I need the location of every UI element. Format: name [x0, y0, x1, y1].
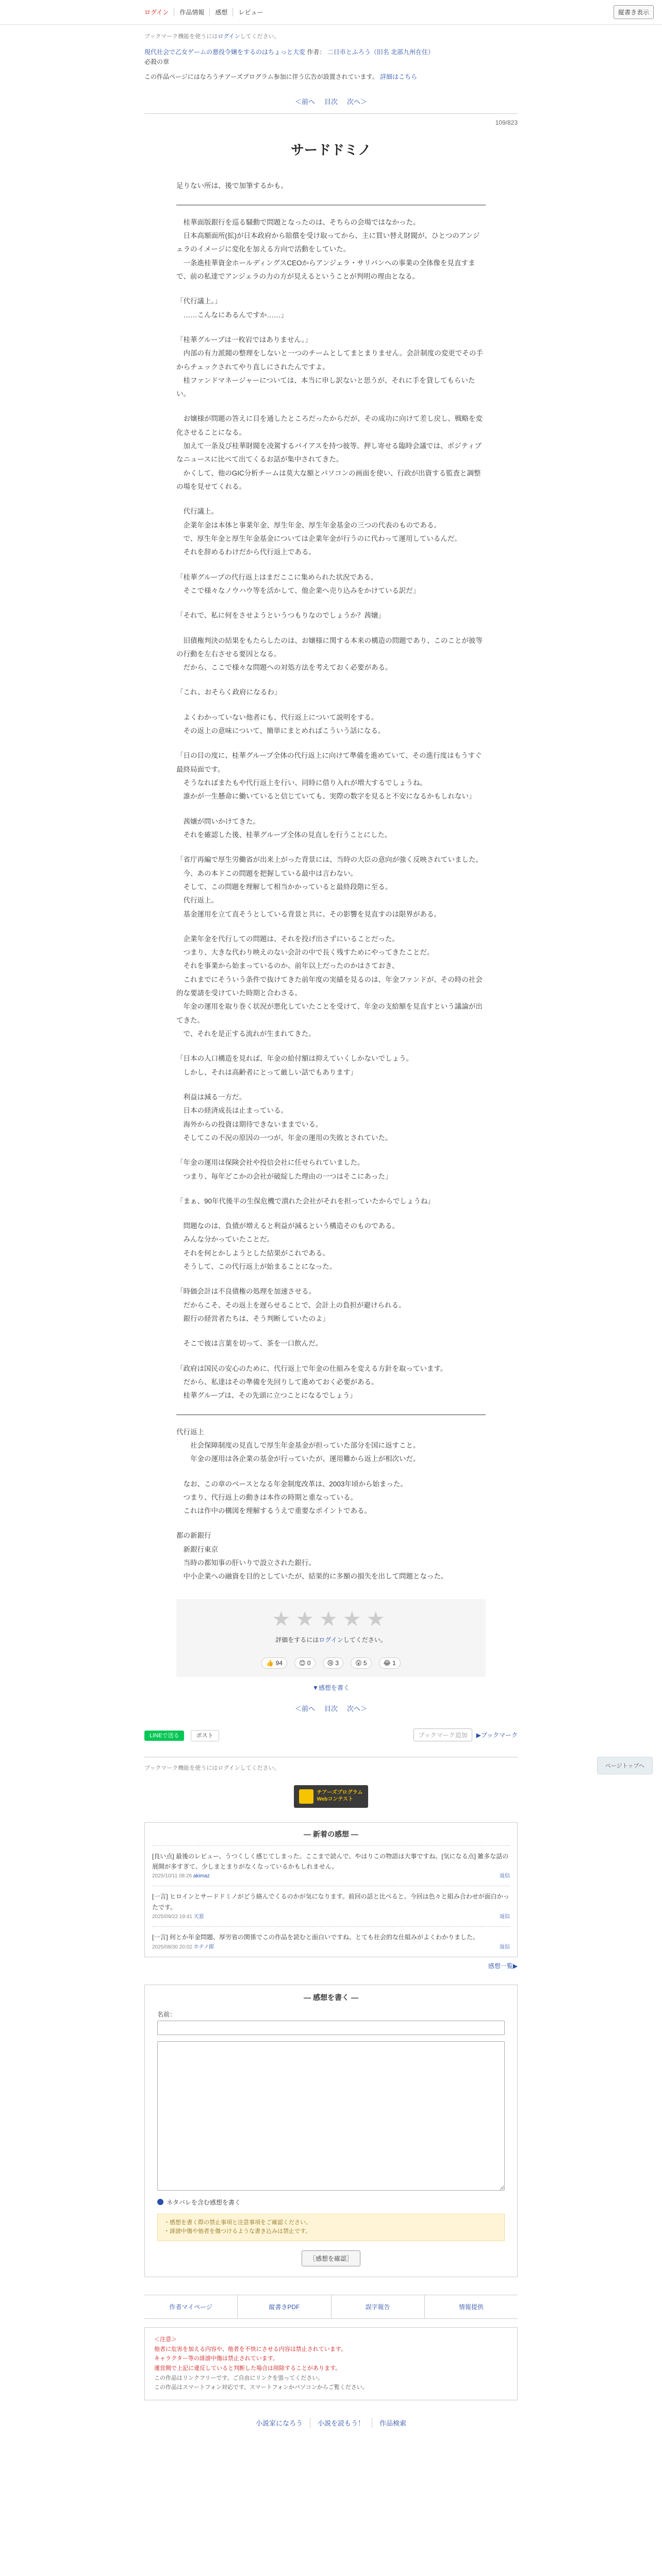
spoiler-option[interactable]: [157, 2198, 505, 2207]
nav-impressions[interactable]: 感想: [210, 8, 233, 16]
body-paragraph: で、厚生年金と厚生年金基金については企業年金が行うのに代わって運用しているんだ。: [176, 534, 461, 543]
novel-body: [176, 179, 486, 1583]
body-paragraph: だから、私達はその準備を先回りして進めておく必要がある。: [176, 1378, 378, 1386]
review-text: [一言] 何とか年金問題、厚労省の関係でこの作品を読むと面白いですね。とても社会的な仕組みがよくわかりました。: [152, 1934, 479, 1941]
blank-line: [176, 598, 486, 609]
chapter-title: サードドミノ: [290, 143, 371, 158]
body-paragraph: 桂華グループは、その先頭に立つことになるでしょう」: [176, 1392, 357, 1400]
body-paragraph: 「桂華グループの代行返上はまだここに集められた状況である。: [176, 573, 378, 581]
body-paragraph: 誰かが一生懸命に働いていると信じていても、実際の数字を見ると不安になるかもしれない」: [176, 792, 476, 801]
vertical-view-button[interactable]: 縦書き表示: [614, 5, 654, 19]
bookmark-login-notice: [144, 32, 518, 40]
blank-line: [176, 560, 486, 571]
review-date: 2025/10/11 08:26: [152, 1873, 192, 1879]
review-text: [一言] ヒロインとサードドミノがどう絡んでくるのかが気になります。前回の話と比べると、今回は色々と組み合わせが面白かったです。: [152, 1893, 509, 1911]
bookmark-add-link[interactable]: ▶ブックマーク: [476, 1731, 518, 1739]
contest-text: この作品ページにはなろうチアーズプログラム参加に伴う広告が設置されています。: [144, 73, 378, 81]
body-paragraph: 都の新銀行: [176, 1532, 211, 1540]
review-item: [152, 1886, 510, 1926]
review-meta: [152, 1872, 510, 1880]
next-link[interactable]: 次へ＞: [347, 98, 368, 106]
info-provide-link[interactable]: 情報提供: [458, 2303, 484, 2311]
body-paragraph: 企業年金は本体と事業年金、厚生年金、厚生年金基金の三つの代表のものである。: [176, 521, 441, 529]
body-paragraph: つまり、大きな代わり映えのない会計の中で長く残すためにやってきたことだ。: [176, 948, 434, 957]
body-paragraph: そしてこの不況の原因の一つが、年金の運用の失敗とされていた。: [176, 1133, 392, 1142]
blank-line: [176, 921, 486, 933]
body-paragraph: 茜嬢が問いかけてきた。: [176, 817, 260, 825]
banner-line1: チアーズプログラム: [317, 1790, 363, 1796]
body-paragraph: で、それを是正する流れが生まれてきた。: [176, 1030, 316, 1038]
reviews-heading: — 新着の感想 —: [304, 1829, 358, 1838]
body-paragraph: だから、ここで様々な問題への対処方法を考えておく必要がある。: [176, 664, 392, 672]
footer-yomou-link[interactable]: 小説を読もう！: [310, 2418, 372, 2428]
body-paragraph: そこで彼は言葉を切って、茶を一口飲んだ。: [176, 1340, 323, 1348]
body-paragraph: 海外からの投資は期待できないままでいる。: [176, 1120, 323, 1128]
blank-line: [176, 623, 486, 634]
body-paragraph: 社会保障制度の見直しで厚生年金基金が担っていた部分を国に返すこと。: [176, 1441, 420, 1449]
nav-login[interactable]: ログイン: [144, 8, 174, 16]
warn-line: ・誹謗中傷や他者を傷つけるような書き込みは禁止です。: [164, 2228, 311, 2235]
caution-line: キャラクター等の誹謗中傷は禁止されています。: [154, 2355, 278, 2362]
eval-note: [187, 1635, 475, 1644]
name-input[interactable]: [157, 2021, 505, 2035]
impression-textarea[interactable]: [157, 2041, 505, 2191]
footer-narou-link[interactable]: 小説家になろう: [249, 2418, 310, 2428]
body-paragraph: 加えて一条及び桂華財閥を凌駕するバイアスを持つ彼等、押し寄せる臨時会議では、ポジティブなニュースに比べて出てくるお話が集中されてきた。: [176, 442, 482, 464]
next-link-bottom[interactable]: 次へ＞: [347, 1704, 368, 1713]
body-paragraph: 一条進桂華資金ホールディングスCEOからアンジェラ・サリバンへの事業の全体像を見直すまで、前の私達でアンジェラの力の方が見えるということが判明の理由となる。: [176, 259, 475, 280]
caution-line: この作品はスマートフォン対応です。スマートフォンかパソコンからご覧ください。: [154, 2384, 368, 2391]
reaction-cry[interactable]: 😢 3: [323, 1657, 344, 1669]
footer-search-link[interactable]: 作品検索: [379, 2419, 407, 2427]
body-paragraph: 代行議上。: [176, 507, 218, 516]
review-date: 2025/09/22 19:41: [152, 1914, 192, 1920]
reaction-surprise[interactable]: 😮 5: [351, 1657, 372, 1669]
contest-notice: [144, 72, 518, 81]
caution-line: 他者に危害を加える内容や、他者を不快にさせる内容は禁止されています。: [154, 2346, 346, 2352]
body-paragraph: 基金運用を立て直そうとしている背景と共に、その影響を見直すのは限界がある。: [176, 910, 441, 918]
author-link[interactable]: 二日市とふろう（旧名 北部九州在住）: [327, 48, 435, 56]
body-paragraph: だからこそ、その返上を遅らせることで、会計上の負担が避けられる。: [176, 1301, 406, 1309]
review-meta: [152, 1943, 510, 1952]
body-paragraph: 内部の有力派閥の整理をしないと一つのチームとしてまとまりません。会計制度の変更でその手からチェックされてやり直しにされたんですよ。: [176, 349, 483, 371]
prev-link-bottom[interactable]: ＜前へ: [294, 1704, 315, 1713]
write-warning: [157, 2214, 505, 2241]
pager-top: [144, 96, 518, 106]
blank-line: [176, 1351, 486, 1362]
review-meta: [152, 1912, 510, 1921]
body-paragraph: 「まぁ、90年代後半の生保危機で潰れた会社がそれを担っていたからでしょうね」: [176, 1197, 435, 1205]
bottom-spacer: [144, 2428, 518, 2448]
blank-line: [176, 1145, 486, 1156]
body-paragraph: お嬢様が問題の答えに目を通したところだったからだが、その成功に向けて差し戻し、戦略を変化させることになる。: [176, 415, 483, 436]
cheers-logo-icon: [299, 1789, 313, 1804]
write-impression-form: [144, 1985, 518, 2277]
review-author-link[interactable]: akimaz: [193, 1873, 210, 1879]
bookmark-notice-mid: ブックマーク機能を使うにはログインしてください。: [144, 1765, 280, 1771]
body-paragraph: 新銀行東京: [176, 1545, 218, 1553]
banner-line2: Webコンテスト: [317, 1796, 353, 1802]
cheers-banner[interactable]: [294, 1785, 368, 1808]
body-paragraph: 旧債権判決の結果をもたらしたのは、お嬢様に関する本来の構造の問題であり、このことが彼等の行動を左右させる要因となる。: [176, 636, 483, 658]
toc-link[interactable]: 目次: [324, 98, 338, 106]
blank-line: [176, 1274, 486, 1285]
body-paragraph: それを確認した後、桂華グループ全体の見直しを行うことにした。: [176, 831, 392, 839]
reaction-bar: [187, 1657, 475, 1669]
body-paragraph: 年金の運用は各企業の基金が行っていたが、運用難から返上が相次いだ。: [176, 1455, 420, 1463]
body-paragraph: そこで様々なノウハウ等を活かして、他企業へ売り込みをかけている訳だ」: [176, 586, 420, 595]
prev-link[interactable]: ＜前へ: [294, 98, 315, 106]
body-paragraph: 銀行の経営者たちは、そう判断していたのよ」: [176, 1315, 329, 1323]
caution-title: ＜注意＞: [154, 2336, 177, 2343]
page-number: 109/823: [495, 119, 518, 127]
body-paragraph: そうして、この代行返上が始まることになった。: [176, 1263, 337, 1271]
body-paragraph: 当時の都知事の肝いりで設立された銀行。: [176, 1559, 316, 1567]
eval-prefix: 評価をするには: [275, 1636, 319, 1643]
blank-line: [176, 1326, 486, 1337]
blank-line: [176, 322, 486, 333]
body-paragraph: 「それで、私に何をさせようというつもりなのでしょうか？茜嬢」: [176, 612, 385, 620]
blank-line: [176, 700, 486, 711]
vertical-pdf-link[interactable]: 縦書きPDF: [238, 2295, 331, 2318]
eval-suffix: してください。: [343, 1636, 387, 1643]
author-prefix: 作者：: [307, 48, 326, 56]
blank-line: [176, 1208, 486, 1219]
caution-box: [144, 2327, 518, 2400]
header-nav: [144, 8, 268, 16]
reaction-laugh[interactable]: 😂 1: [379, 1657, 401, 1669]
blank-line: [176, 401, 486, 412]
review-item: [152, 1845, 510, 1886]
body-paragraph: つまり、代行返上の動きは本作の時期と重なっている。: [176, 1493, 357, 1501]
body-paragraph: 足りない所は、後で加筆するかも。: [176, 182, 288, 190]
blank-line: [176, 674, 486, 686]
body-paragraph: それを事業から始まっているのか、前年以上だったのかはさておき、: [176, 962, 399, 970]
body-paragraph: 「日の目の度に、桂華グループ全体の代行返上に向けて準備を進めていて、その進行度はもうすぐ最終局面です。: [176, 752, 482, 773]
toc-link-bottom[interactable]: 目次: [324, 1704, 338, 1713]
share-bar: [144, 1728, 518, 1741]
body-paragraph: 日本高額面所(拡)が日本政府から賠償を受け取ってから、主に買い替え財閥が、ひとつのアンジェラのイメージに変化を加える方向で活動をしていた。: [176, 232, 480, 253]
bookmark-area: [413, 1728, 518, 1741]
line-share-button[interactable]: LINEで送る: [144, 1731, 184, 1741]
chapter-group: 必殺の章: [144, 58, 170, 66]
body-paragraph: 年金の運用を取り巻く状況が悪化していたことを受けて、年金の支給額を見直すという議論が出てきた。: [176, 1003, 483, 1024]
caution-line: 運営側で上記に違反していると判断した場合は削除することがあります。: [154, 2365, 341, 2371]
bookmark-disabled-button: ブックマーク追加: [413, 1728, 472, 1741]
write-impression-link[interactable]: ▼感想を書く: [312, 1684, 350, 1691]
caution-line: この作品はリンクフリーです。ご自由にリンクを張ってください。: [154, 2375, 324, 2381]
body-paragraph: 「省庁再編で厚生労働省が出来上がった背景には、当時の大臣の意向が強く反映されていました。: [176, 856, 483, 864]
body-paragraph: つまり、毎年どこかの会社が破綻した理由の一つはそこにあった」: [176, 1172, 392, 1180]
confirm-impression-button[interactable]: ［感想を確認］: [302, 2250, 360, 2266]
review-date: 2025/08/30 20:02: [152, 1944, 192, 1950]
review-item: [152, 1926, 510, 1956]
typo-report-link[interactable]: 誤字報告: [332, 2295, 425, 2318]
body-paragraph: それを辞めるわけだから代行返上である。: [176, 548, 316, 556]
body-paragraph: その返上の意味について、簡単にまとめればこういう話になる。: [176, 727, 385, 735]
body-paragraph: 「時価会計は不良債権の処理を加速させる。: [176, 1287, 316, 1296]
contest-detail-link[interactable]: 詳細はこちら: [380, 73, 418, 81]
main-content: [144, 32, 518, 2448]
divider: [144, 113, 518, 114]
eval-login-link[interactable]: ログイン: [319, 1636, 343, 1643]
blank-line: [176, 1041, 486, 1052]
blank-line: [176, 842, 486, 853]
body-paragraph: 代行返上。: [176, 896, 218, 905]
rating-stars[interactable]: ★★★★★: [272, 1607, 390, 1631]
body-paragraph: 問題なのは、負債が増えると利益が減るという構造そのものである。: [176, 1222, 399, 1230]
review-reply-link[interactable]: 返信: [500, 1914, 510, 1920]
blank-line: [176, 283, 486, 295]
body-paragraph: 利益は減る一方だ。: [176, 1093, 246, 1101]
series-info: [144, 47, 518, 67]
write-heading: — 感想を書く —: [304, 1993, 358, 2002]
blank-line: [176, 1466, 486, 1478]
body-paragraph: 桂華面版銀行を巡る騒動で問題となったのは、そちらの会場ではなかった。: [176, 218, 420, 226]
body-paragraph: しかし、それは高齢者にとって厳しい話でもあります」: [176, 1068, 357, 1076]
body-paragraph: これまでにそういう条件で抜けてきた前年度の実績を見るのは、年金ファンドが、その時の社会的な要請を受けていた時期と合わさる。: [176, 975, 483, 997]
body-paragraph: 「年金の運用は保険会社や投信会社に任せられていました。: [176, 1159, 365, 1167]
spoiler-label: ネタバレを含む感想を書く: [167, 2198, 241, 2206]
blank-line: [176, 494, 486, 505]
notice-login-link[interactable]: ログイン: [218, 33, 240, 40]
body-paragraph: 中小企業への融資を目的としていたが、結果的に多額の損失を出して問題となった。: [176, 1572, 448, 1581]
review-author-link[interactable]: 天窓: [193, 1914, 204, 1920]
body-paragraph: そして、この問題を理解して相当かかっていると最終段階に至る。: [176, 883, 392, 891]
post-share-button[interactable]: ポスト: [191, 1730, 219, 1741]
blank-line: [176, 1079, 486, 1091]
body-paragraph: ……こんなにあるんですか……」: [176, 311, 288, 319]
blank-line: [176, 1183, 486, 1195]
body-paragraph: そうなればまたもや代行返上を行い、同時に借り入れが増大するでしょうね。: [176, 779, 427, 787]
body-paragraph: 「代行議上。」: [176, 297, 222, 306]
nav-review[interactable]: レビュー: [238, 9, 263, 16]
section-rule: [176, 1414, 486, 1415]
reaction-good[interactable]: 👍 94: [261, 1657, 287, 1669]
footer-links: [144, 2418, 518, 2428]
review-reply-link[interactable]: 返信: [500, 1944, 510, 1950]
blank-line: [176, 1518, 486, 1529]
body-paragraph: 「日本の人口構造を見れば、年金の給付額は抑えていくしかないでしょう。: [176, 1055, 413, 1063]
name-label: 名前：: [157, 2010, 176, 2018]
body-paragraph: これは作中の構図を理解するうえで重要なポイントである。: [176, 1507, 371, 1515]
body-paragraph: よくわかっていない他者にも、代行返上について説明をする。: [176, 713, 378, 721]
page-top-button[interactable]: ページトップへ: [597, 1757, 653, 1774]
body-paragraph: それを何とかしようとした結果がこれである。: [176, 1249, 329, 1257]
body-paragraph: 桂ファンドマネージャーについては、本当に申し訳ないと思うが、それに手を貸してもらいたい。: [176, 376, 475, 398]
global-header: [0, 0, 662, 25]
review-reply-link[interactable]: 返信: [500, 1873, 510, 1879]
warn-line: ・感想を書く際の禁止事項と注意事項をご確認ください。: [164, 2219, 311, 2226]
author-mypage-link[interactable]: 作者マイページ: [144, 2295, 238, 2318]
bottom-links: [144, 2295, 518, 2319]
body-paragraph: 今、あの本ドこの問題を把握している最中は言わない。: [176, 869, 357, 877]
reaction-smile[interactable]: 😊 0: [294, 1657, 316, 1669]
latest-reviews: [144, 1822, 518, 1957]
evaluation-box: [176, 1599, 486, 1677]
novel-title-link[interactable]: 現代社会で乙女ゲームの悪役令嬢をするのはちょっと大変: [144, 48, 306, 56]
body-paragraph: なお、この章のベースとなる年金制度改革は、2003年頃から始まった。: [176, 1480, 407, 1488]
review-author-link[interactable]: ホテノ郎: [193, 1944, 214, 1950]
blank-line: [176, 804, 486, 815]
review-text: [良い点] 最後のレビュー、うつくしく感じてしまった。ここまで読んで、やはりこの物語は大事ですね。[気になる点] 雑多な話の展開が多すぎて、少しまとまりがなくなっているかもしれません。: [152, 1852, 509, 1871]
section-rule: [176, 205, 486, 206]
body-paragraph: 日本の経済成長は止まっている。: [176, 1107, 288, 1115]
body-paragraph: かくして、他のGIC分析チームは莫大な額とパソコンの画面を使い、行政が出資する監査と調整の場を見せてくれる。: [176, 469, 481, 490]
cheers-banner-text: [317, 1790, 362, 1803]
body-paragraph: 代行返上: [176, 1428, 204, 1436]
body-paragraph: 「桂華グループは一枚岩ではありません。」: [176, 335, 312, 344]
body-paragraph: 「これ、おそらく政府になるわ」: [176, 688, 282, 697]
nav-novel-info[interactable]: 作品情報: [174, 8, 210, 16]
notice-suffix: してください。: [240, 33, 280, 40]
reviews-list-link[interactable]: 感想一覧▶: [488, 1962, 518, 1970]
pager-bottom: [144, 1703, 518, 1713]
body-paragraph: 企業年金を代行しての問題は、それを投げ出さずにいることだった。: [176, 935, 399, 943]
spoiler-radio-icon[interactable]: [157, 2199, 163, 2205]
body-paragraph: 「政府は国民の安心のために、代行返上で年金の仕組みを変える方針を取っています。: [176, 1364, 448, 1372]
blank-line: [176, 738, 486, 749]
body-paragraph: みんな分かっていたことだ。: [176, 1235, 274, 1244]
notice-prefix: ブックマーク機能を使うには: [144, 33, 218, 40]
